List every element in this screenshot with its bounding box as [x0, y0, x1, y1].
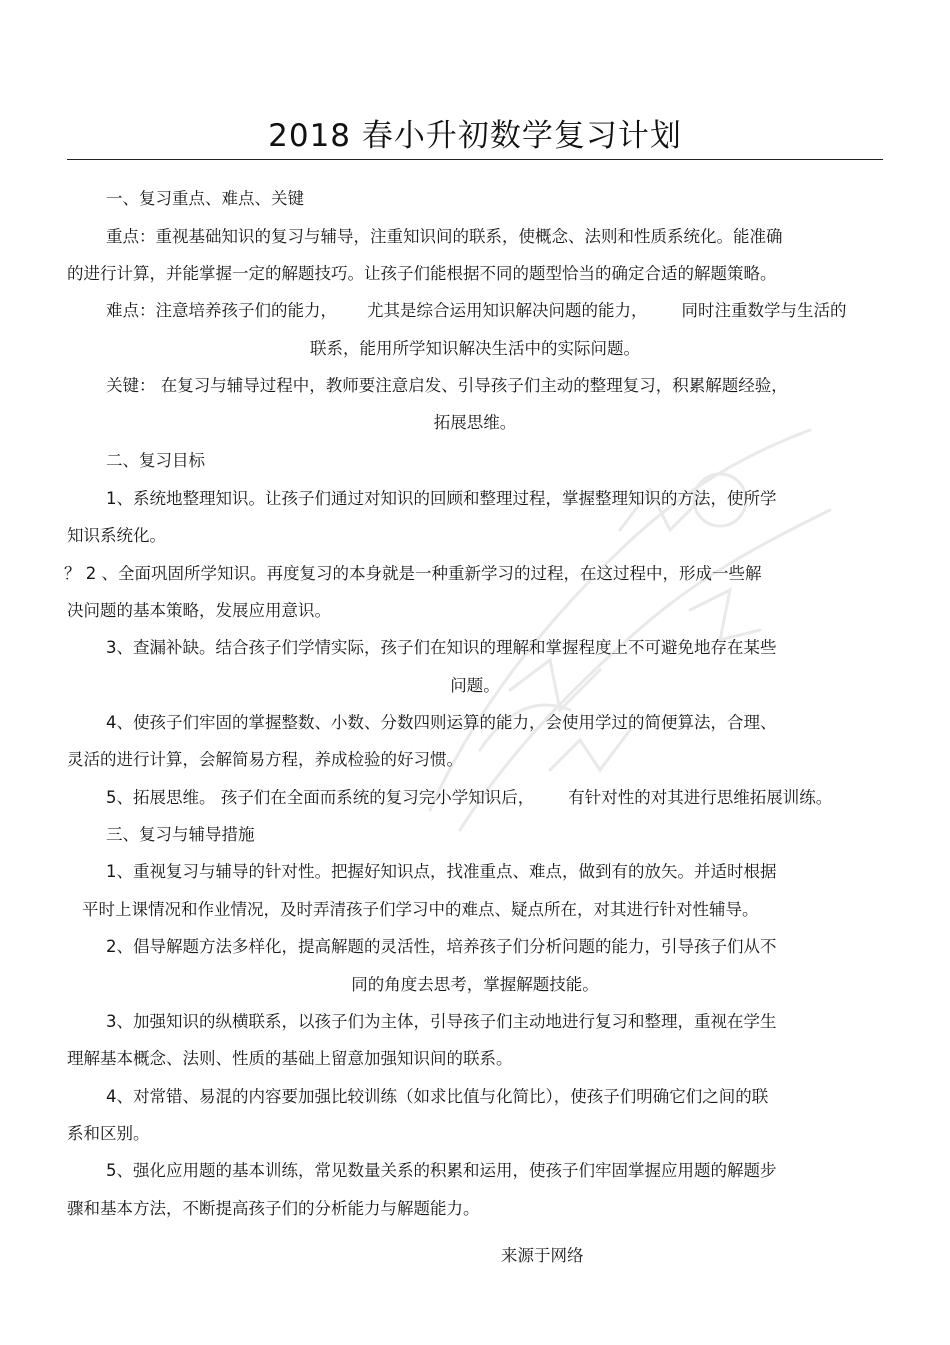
section-heading-2: 二、复习目标 — [106, 451, 205, 470]
paragraph-line — [106, 786, 832, 810]
paragraph-line-centered: 联系，能用所学知识解决生活中的实际问题。 — [310, 339, 640, 358]
paragraph-line: 1、系统地整理知识。让孩子们通过对知识的回顾和整理过程，掌握整理知识的方法，使所学 — [106, 489, 777, 508]
paragraph-line: 4、使孩子们牢固的掌握整数、小数、分数四则运算的能力，会使用学过的简便算法，合理、 — [106, 713, 777, 732]
paragraph-line: 重点：重视基础知识的复习与辅导，注重知识间的联系，使概念、法则和性质系统化。能准确 — [106, 227, 783, 246]
section-heading-3: 三、复习与辅导措施 — [106, 825, 255, 844]
paragraph-line: 2、倡导解题方法多样化，提高解题的灵活性，培养孩子们分析问题的能力，引导孩子们从不 — [106, 937, 777, 956]
paragraph-line: 平时上课情况和作业情况，及时弄清孩子们学习中的难点、疑点所在，对其进行针对性辅导。 — [82, 900, 759, 919]
paragraph-line: 知识系统化。 — [67, 526, 166, 545]
paragraph-fragment: 同时注重数学与生活的 — [681, 301, 847, 320]
paragraph-line: 灵活的进行计算，会解简易方程，养成检验的好习惯。 — [67, 750, 463, 769]
paragraph-fragment: 难点：注意培养孩子们的能力， — [106, 301, 337, 320]
paragraph-line: 3、查漏补缺。结合孩子们学情实际，孩子们在知识的理解和掌握程度上不可避免地存在某些 — [106, 638, 777, 657]
paragraph-line-centered: 问题。 — [450, 676, 500, 695]
paragraph-line: 理解基本概念、法则、性质的基础上留意加强知识间的联系。 — [67, 1049, 513, 1068]
paragraph-line: ？ 2 、全面巩固所学知识。再度复习的本身就是一种重新学习的过程，在这过程中，形成一些解 — [64, 564, 762, 583]
paragraph-line: 的进行计算，并能掌握一定的解题技巧。让孩子们能根据不同的题型恰当的确定合适的解题策略。 — [67, 264, 777, 283]
paragraph-line-centered: 拓展思维。 — [433, 413, 517, 432]
paragraph-fragment: 尤其是综合运用知识解决问题的能力， — [367, 301, 648, 320]
paragraph-fragment: 有针对性的对其进行思维拓展训练。 — [568, 788, 833, 807]
paragraph-line: 决问题的基本策略，发展应用意识。 — [67, 601, 331, 620]
paragraph-line: 系和区别。 — [67, 1124, 150, 1143]
paragraph-line-centered: 同的角度去思考，掌握解题技能。 — [351, 975, 599, 994]
paragraph-line: 1、重视复习与辅导的针对性。把握好知识点，找准重点、难点，做到有的放矢。并适时根据 — [106, 862, 777, 881]
paragraph-line: 关键： 在复习与辅导过程中，教师要注意启发、引导孩子们主动的整理复习，积累解题经验， — [106, 376, 788, 395]
paragraph-line: 5、强化应用题的基本训练，常见数量关系的积累和运用，使孩子们牢固掌握应用题的解题步 — [106, 1161, 777, 1180]
paragraph-line — [106, 299, 847, 323]
paragraph-line: 4、对常错、易混的内容要加强比较训练（如求比值与化简比），使孩子们明确它们之间的联 — [106, 1087, 769, 1106]
paragraph-fragment: 5、拓展思维。 孩子们在全面而系统的复习完小学知识后， — [106, 788, 535, 807]
document-title: 2018 春小升初数学复习计划 — [268, 118, 682, 154]
paragraph-line: 骤和基本方法，不断提高孩子们的分析能力与解题能力。 — [67, 1199, 480, 1218]
title-divider — [67, 159, 883, 160]
source-footer: 来源于网络 — [501, 1246, 584, 1265]
section-heading-1: 一、复习重点、难点、关键 — [106, 189, 304, 208]
paragraph-line: 3、加强知识的纵横联系，以孩子们为主体，引导孩子们主动地进行复习和整理，重视在学生 — [106, 1012, 777, 1031]
